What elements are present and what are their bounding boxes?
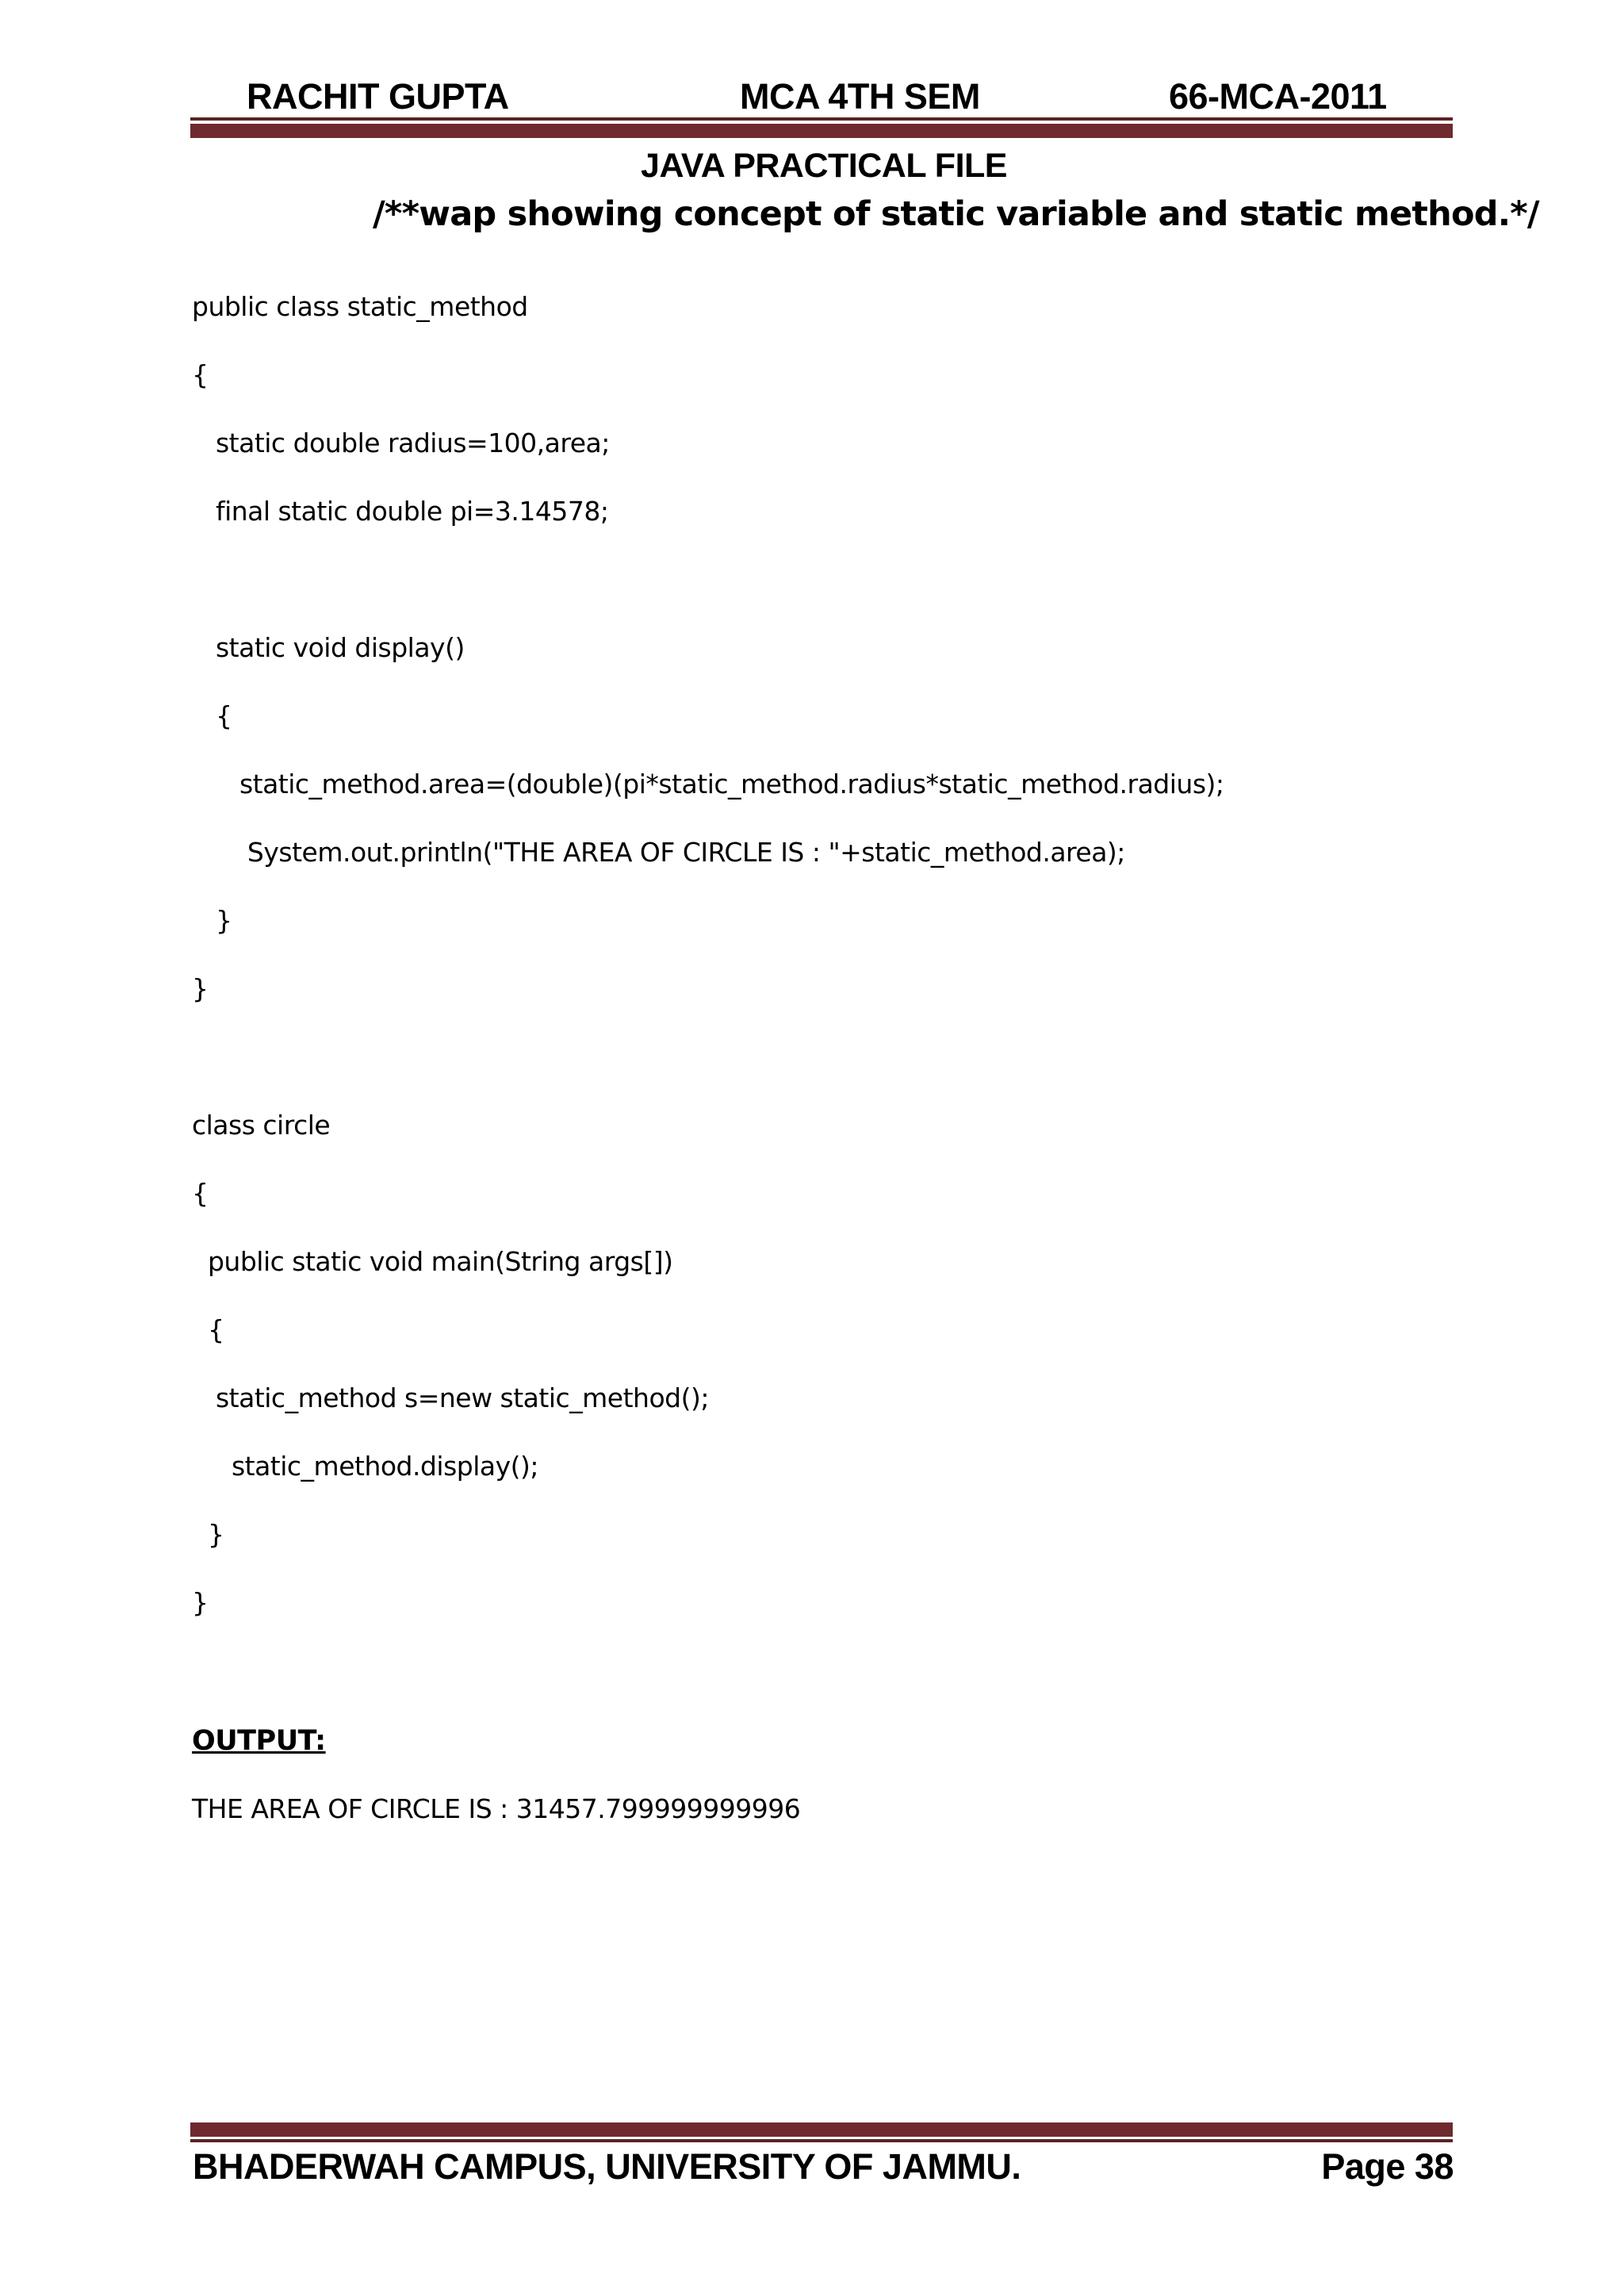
program-description: /**wap showing concept of static variable and static method.*/: [373, 194, 1539, 234]
header-row: [193, 73, 1398, 121]
code-line: public class static_method: [192, 291, 528, 322]
page-number: Page 38: [1321, 2146, 1454, 2187]
header-rule-thick: [190, 124, 1453, 138]
code-line: static_method s=new static_method();: [192, 1382, 709, 1413]
code-line: {: [192, 1178, 209, 1209]
code-line: [192, 560, 1461, 628]
code-line: System.out.println("THE AREA OF CIRCLE IS : "+static_method.area);: [192, 837, 1125, 868]
code-line: final static double pi=3.14578;: [192, 496, 609, 527]
code-line: static_method.display();: [192, 1451, 539, 1482]
program-output: THE AREA OF CIRCLE IS : 31457.799999999996: [192, 1793, 801, 1824]
footer-row: [193, 2142, 1454, 2192]
code-listing: [192, 287, 1461, 1651]
semester-label: MCA 4TH SEM: [740, 76, 980, 117]
code-line: {: [192, 1314, 224, 1345]
student-name: RACHIT GUPTA: [247, 76, 509, 117]
code-line: static double radius=100,area;: [192, 428, 610, 458]
code-line: static_method.area=(double)(pi*static_method.radius*static_method.radius);: [192, 769, 1224, 799]
code-line: }: [192, 905, 232, 936]
code-line: class circle: [192, 1110, 331, 1141]
code-line: static void display(): [192, 632, 465, 663]
campus-name: BHADERWAH CAMPUS, UNIVERSITY OF JAMMU.: [193, 2146, 1021, 2187]
footer-rule-thick: [190, 2122, 1453, 2137]
header-rule-thin: [190, 117, 1453, 121]
code-line: }: [192, 1587, 209, 1618]
code-line: }: [192, 973, 209, 1004]
document-title: JAVA PRACTICAL FILE: [641, 147, 1007, 185]
output-heading: OUTPUT:: [192, 1725, 326, 1757]
code-line: [192, 1037, 1461, 1106]
code-line: {: [192, 359, 209, 390]
code-line: {: [192, 700, 232, 731]
code-line: public static void main(String args[]): [192, 1246, 673, 1277]
roll-number: 66-MCA-2011: [1169, 76, 1387, 117]
code-line: }: [192, 1519, 224, 1550]
